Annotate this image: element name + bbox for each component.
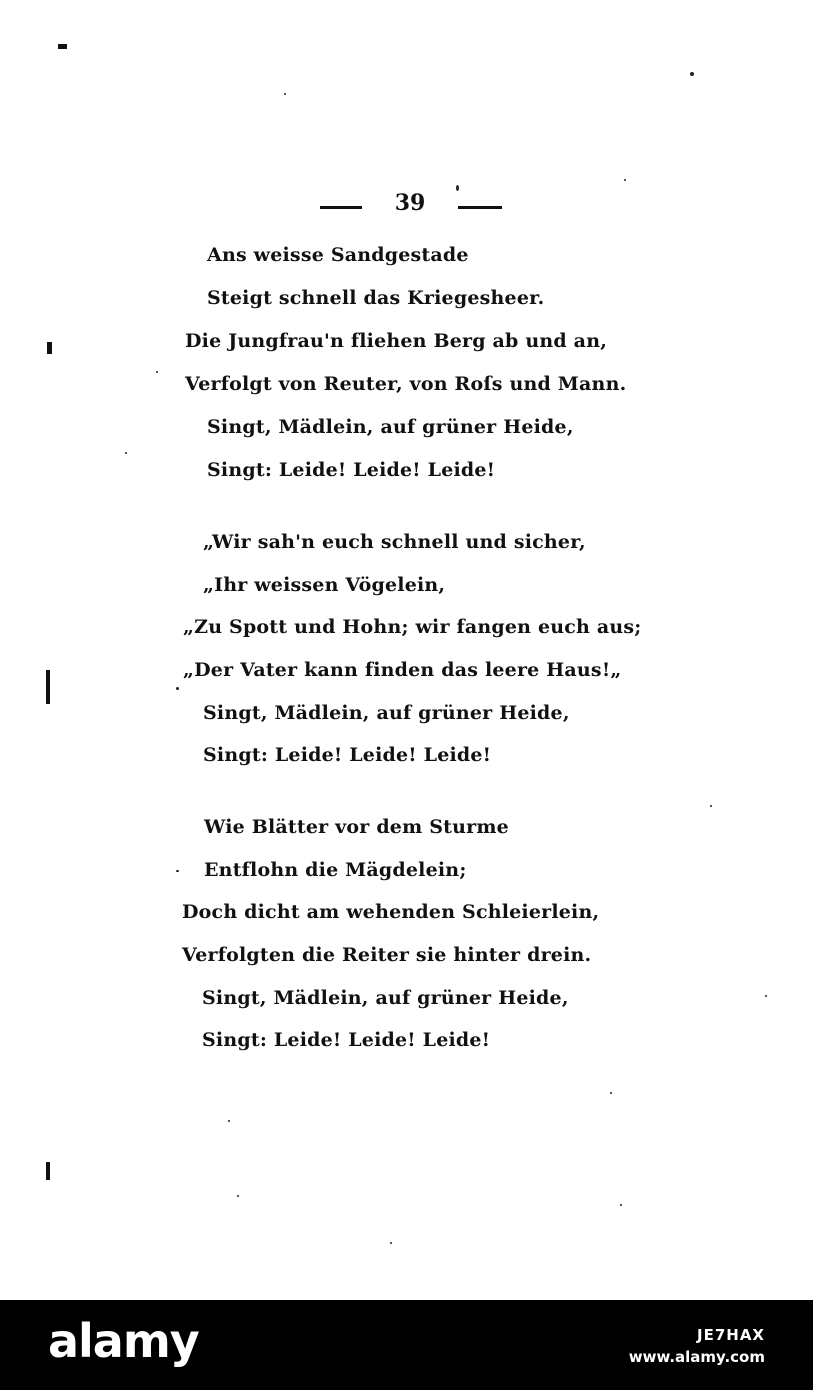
stanza-1-refrain-1: Singt, Mädlein, auf grüner Heide, — [207, 416, 574, 438]
stanza-3-refrain-1: Singt, Mädlein, auf grüner Heide, — [202, 987, 569, 1009]
watermark-banner — [0, 1300, 813, 1390]
scan-speck — [125, 452, 127, 454]
scan-artifact — [46, 1162, 50, 1180]
stanza-2-refrain-1: Singt, Mädlein, auf grüner Heide, — [203, 702, 570, 724]
scan-speck — [176, 870, 179, 872]
header-rule-right — [458, 206, 502, 209]
scan-speck — [624, 179, 626, 181]
scan-speck — [690, 72, 694, 76]
stanza-3-refrain-2: Singt: Leide! Leide! Leide! — [202, 1029, 491, 1051]
site-url: www.alamy.com — [628, 1348, 765, 1366]
stanza-2-line-1: „Wir sah'n euch schnell und sicher, — [203, 531, 586, 553]
image-id: JE7HAX — [697, 1326, 765, 1344]
stanza-1-refrain-2: Singt: Leide! Leide! Leide! — [207, 459, 496, 481]
scan-artifact — [58, 44, 67, 49]
alamy-logo: alamy — [48, 1314, 199, 1368]
scan-speck — [284, 93, 286, 95]
stanza-3-line-3: Doch dicht am wehenden Schleierlein, — [182, 901, 600, 923]
header-rule-left — [320, 206, 362, 209]
stanza-2-line-2: „Ihr weissen Vögelein, — [203, 574, 446, 596]
scan-speck — [228, 1120, 230, 1122]
stanza-1-line-1: Ans weisse Sandgestade — [207, 244, 469, 266]
stanza-3-line-4: Verfolgten die Reiter sie hinter drein. — [182, 944, 592, 966]
scan-speck — [765, 995, 767, 997]
stanza-2-refrain-2: Singt: Leide! Leide! Leide! — [203, 744, 492, 766]
stanza-2-line-3: „Zu Spott und Hohn; wir fangen euch aus; — [183, 616, 642, 638]
scan-speck — [237, 1195, 239, 1197]
scan-artifact — [47, 342, 52, 354]
scan-artifact — [46, 670, 50, 704]
stanza-1-line-2: Steigt schnell das Kriegesheer. — [207, 287, 545, 309]
stanza-2-line-4: „Der Vater kann finden das leere Haus!„ — [183, 659, 622, 681]
scan-speck — [390, 1242, 392, 1244]
scan-speck — [610, 1092, 612, 1094]
scan-speck — [710, 805, 712, 807]
scan-speck — [156, 371, 158, 373]
stanza-1-line-4: Verfolgt von Reuter, von Roſs und Mann. — [185, 373, 627, 395]
scan-speck — [456, 185, 459, 191]
scan-speck — [620, 1204, 622, 1206]
stanza-3-line-1: Wie Blätter vor dem Sturme — [204, 816, 509, 838]
page-number: 39 — [394, 190, 426, 216]
stanza-3-line-2: Entflohn die Mägdelein; — [204, 859, 467, 881]
page-header — [300, 190, 520, 226]
scan-speck — [176, 687, 179, 690]
stanza-1-line-3: Die Jungfrau'n fliehen Berg ab und an, — [185, 330, 608, 352]
